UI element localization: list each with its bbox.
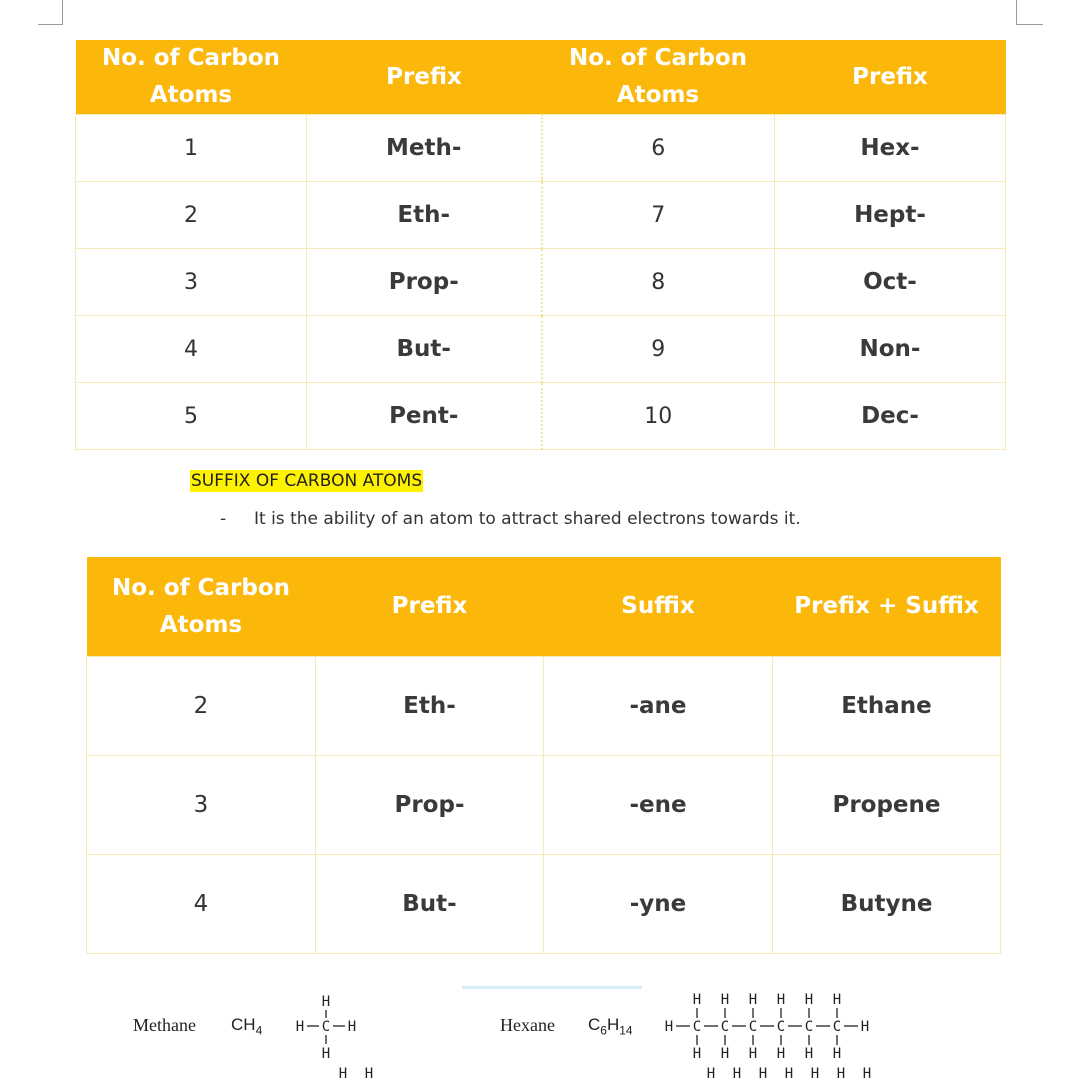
prefix-value: But-	[316, 855, 544, 954]
atom-label: H	[364, 1066, 374, 1080]
prefix-value: But-	[307, 316, 542, 383]
atom-label: H	[776, 1046, 786, 1062]
prefix-value: Non-	[775, 316, 1006, 383]
prefix-value: Hex-	[775, 115, 1006, 182]
carbon-count: 3	[76, 249, 307, 316]
suffix-value: -ane	[544, 657, 773, 756]
methane-formula-main: CH	[231, 1015, 256, 1034]
bullet-dash: -	[220, 509, 227, 529]
carbon-count: 4	[87, 855, 316, 954]
header-prefix-2: Prefix	[775, 40, 1006, 115]
table-row	[76, 182, 1006, 249]
atom-label: C	[832, 1019, 842, 1035]
atom-label: C	[720, 1019, 730, 1035]
carbon-count: 9	[542, 316, 775, 383]
table-row	[76, 249, 1006, 316]
compound-name: Butyne	[773, 855, 1001, 954]
table-row	[87, 855, 1001, 954]
carbon-count: 2	[76, 182, 307, 249]
carbon-count: 6	[542, 115, 775, 182]
atom-label: H	[862, 1066, 872, 1080]
prefix-table-header	[76, 40, 1006, 115]
atom-label: H	[832, 1046, 842, 1062]
bullet-text: It is the ability of an atom to attract shared electrons towards it.	[254, 509, 801, 529]
prefix-value: Dec-	[775, 383, 1006, 450]
prefix-value: Pent-	[307, 383, 542, 450]
carbon-count: 7	[542, 182, 775, 249]
atom-label: H	[720, 992, 730, 1008]
atom-label: C	[692, 1019, 702, 1035]
suffix-value: -ene	[544, 756, 773, 855]
hexane-formula-c: C	[588, 1015, 601, 1034]
atom-label: H	[720, 1046, 730, 1062]
atom-label: H	[758, 1066, 768, 1080]
prefix-value: Meth-	[307, 115, 542, 182]
table-row	[76, 383, 1006, 450]
hexane-structure	[655, 988, 885, 1080]
prefix-value: Prop-	[316, 756, 544, 855]
compound-name: Ethane	[773, 657, 1001, 756]
prefix-table	[75, 40, 1006, 450]
carbon-count: 2	[87, 657, 316, 756]
atom-label: H	[347, 1019, 357, 1035]
carbon-count: 4	[76, 316, 307, 383]
atom-label: H	[321, 994, 331, 1010]
atom-label: H	[810, 1066, 820, 1080]
atom-label: H	[706, 1066, 716, 1080]
atom-label: C	[321, 1019, 331, 1035]
table-row	[87, 657, 1001, 756]
atom-label: C	[804, 1019, 814, 1035]
header-carbon-atoms: No. of Carbon Atoms	[87, 557, 316, 657]
atom-label: H	[338, 1066, 348, 1080]
atom-label: H	[748, 992, 758, 1008]
carbon-count: 3	[87, 756, 316, 855]
header-prefix-plus-suffix: Prefix + Suffix	[773, 557, 1001, 657]
prefix-value: Hept-	[775, 182, 1006, 249]
atom-label: H	[776, 992, 786, 1008]
atom-label: H	[692, 1046, 702, 1062]
crop-mark-top-left	[38, 0, 63, 25]
atom-label: H	[832, 992, 842, 1008]
suffix-value: -yne	[544, 855, 773, 954]
compound-name: Propene	[773, 756, 1001, 855]
header-carbon-atoms-1: No. of Carbon Atoms	[76, 40, 307, 115]
methane-label: Methane	[133, 1015, 196, 1035]
hexane-label: Hexane	[500, 1015, 555, 1035]
carbon-count: 5	[76, 383, 307, 450]
atom-label: H	[748, 1046, 758, 1062]
suffix-table	[86, 557, 1001, 954]
atom-label: H	[836, 1066, 846, 1080]
hexane-formula-h-subscript: 14	[619, 1023, 633, 1038]
prefix-value: Prop-	[307, 249, 542, 316]
methane-formula	[231, 1015, 262, 1037]
carbon-count: 8	[542, 249, 775, 316]
atom-label: H	[692, 992, 702, 1008]
prefix-value: Oct-	[775, 249, 1006, 316]
header-carbon-atoms-2: No. of Carbon Atoms	[542, 40, 775, 115]
prefix-value: Eth-	[307, 182, 542, 249]
atom-label: H	[804, 1046, 814, 1062]
atom-label: H	[664, 1019, 674, 1035]
carbon-count: 10	[542, 383, 775, 450]
atom-label: H	[804, 992, 814, 1008]
section-heading-suffix: SUFFIX OF CARBON ATOMS	[191, 471, 423, 491]
atom-label: H	[732, 1066, 742, 1080]
atom-label: C	[748, 1019, 758, 1035]
atom-label: H	[295, 1019, 305, 1035]
table-row	[76, 115, 1006, 182]
hexane-formula-h: H	[606, 1015, 620, 1034]
prefix-value: Eth-	[316, 657, 544, 756]
methane-structure	[286, 988, 376, 1080]
crop-mark-top-right	[1016, 0, 1043, 25]
carbon-count: 1	[76, 115, 307, 182]
suffix-table-header	[87, 557, 1001, 657]
hexane-formula-c-subscript: 6	[600, 1023, 607, 1038]
hexane-formula	[588, 1015, 633, 1037]
table-row	[76, 316, 1006, 383]
header-suffix: Suffix	[544, 557, 773, 657]
atom-label: H	[784, 1066, 794, 1080]
header-prefix: Prefix	[316, 557, 544, 657]
faded-heading-remnant	[462, 986, 642, 989]
header-prefix-1: Prefix	[307, 40, 542, 115]
atom-label: H	[860, 1019, 870, 1035]
atom-label: C	[776, 1019, 786, 1035]
atom-label: H	[321, 1046, 331, 1062]
methane-formula-subscript: 4	[255, 1023, 263, 1038]
table-row	[87, 756, 1001, 855]
